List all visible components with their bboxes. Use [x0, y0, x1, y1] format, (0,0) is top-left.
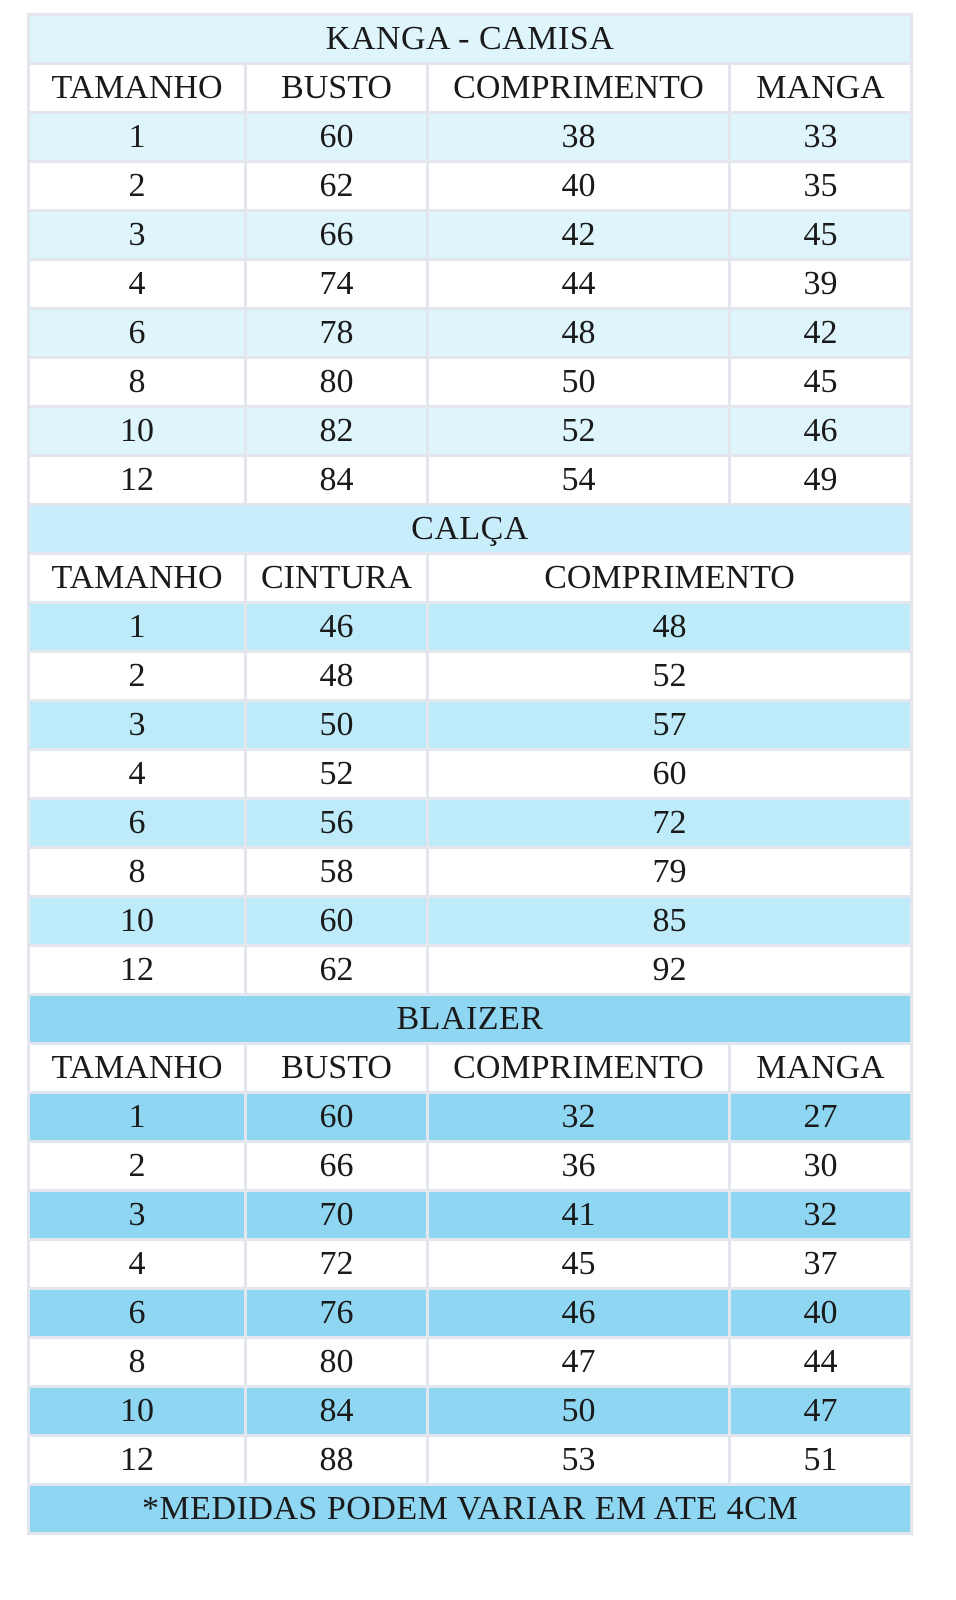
blaizer-cell-tamanho: 2 [30, 1143, 244, 1189]
blaizer-cell-tamanho: 3 [30, 1192, 244, 1238]
calca-cell-tamanho: 1 [30, 604, 244, 650]
kanga-column-header-tamanho: TAMANHO [30, 65, 244, 111]
calca-table-row [30, 653, 910, 699]
blaizer-cell-manga: 27 [731, 1094, 910, 1140]
kanga-cell-busto: 80 [247, 359, 426, 405]
blaizer-table-row [30, 1143, 910, 1189]
kanga-cell-tamanho: 8 [30, 359, 244, 405]
kanga-cell-comprimento: 50 [429, 359, 728, 405]
calca-cell-comprimento: 52 [429, 653, 910, 699]
blaizer-table-row [30, 1192, 910, 1238]
calca-title-row [30, 506, 910, 552]
kanga-cell-manga: 35 [731, 163, 910, 209]
kanga-cell-busto: 84 [247, 457, 426, 503]
kanga-table-row [30, 457, 910, 503]
footer-row [30, 1486, 910, 1532]
kanga-cell-comprimento: 52 [429, 408, 728, 454]
kanga-title-row [30, 16, 910, 62]
blaizer-cell-manga: 44 [731, 1339, 910, 1385]
kanga-cell-busto: 60 [247, 114, 426, 160]
blaizer-cell-busto: 80 [247, 1339, 426, 1385]
blaizer-table-row [30, 1290, 910, 1336]
calca-section-title: CALÇA [30, 506, 910, 552]
kanga-table-row [30, 212, 910, 258]
blaizer-section-title: BLAIZER [30, 996, 910, 1042]
kanga-cell-comprimento: 42 [429, 212, 728, 258]
blaizer-column-header-comprimento: COMPRIMENTO [429, 1045, 728, 1091]
size-chart-body [30, 16, 910, 1532]
calca-table-row [30, 800, 910, 846]
blaizer-cell-busto: 76 [247, 1290, 426, 1336]
blaizer-cell-comprimento: 45 [429, 1241, 728, 1287]
calca-table-row [30, 898, 910, 944]
blaizer-table-row [30, 1339, 910, 1385]
measurement-note: *MEDIDAS PODEM VARIAR EM ATE 4CM [30, 1486, 910, 1532]
kanga-table-row [30, 359, 910, 405]
kanga-cell-busto: 82 [247, 408, 426, 454]
blaizer-cell-busto: 60 [247, 1094, 426, 1140]
calca-table-row [30, 947, 910, 993]
kanga-column-header-manga: MANGA [731, 65, 910, 111]
calca-cell-comprimento: 60 [429, 751, 910, 797]
kanga-table-row [30, 163, 910, 209]
calca-cell-cintura: 50 [247, 702, 426, 748]
calca-column-header-tamanho: TAMANHO [30, 555, 244, 601]
kanga-cell-busto: 62 [247, 163, 426, 209]
kanga-cell-comprimento: 40 [429, 163, 728, 209]
kanga-table-row [30, 261, 910, 307]
blaizer-cell-manga: 37 [731, 1241, 910, 1287]
blaizer-cell-manga: 30 [731, 1143, 910, 1189]
kanga-table-row [30, 310, 910, 356]
kanga-cell-busto: 66 [247, 212, 426, 258]
blaizer-column-header-manga: MANGA [731, 1045, 910, 1091]
blaizer-table-row [30, 1388, 910, 1434]
blaizer-cell-tamanho: 1 [30, 1094, 244, 1140]
calca-cell-comprimento: 92 [429, 947, 910, 993]
blaizer-table-row [30, 1241, 910, 1287]
calca-column-header-cintura: CINTURA [247, 555, 426, 601]
calca-table-row [30, 751, 910, 797]
kanga-column-header-comprimento: COMPRIMENTO [429, 65, 728, 111]
blaizer-cell-manga: 32 [731, 1192, 910, 1238]
blaizer-cell-comprimento: 32 [429, 1094, 728, 1140]
blaizer-cell-comprimento: 53 [429, 1437, 728, 1483]
calca-cell-cintura: 48 [247, 653, 426, 699]
calca-table-row [30, 604, 910, 650]
blaizer-cell-comprimento: 50 [429, 1388, 728, 1434]
calca-cell-comprimento: 79 [429, 849, 910, 895]
kanga-cell-tamanho: 10 [30, 408, 244, 454]
kanga-cell-manga: 42 [731, 310, 910, 356]
calca-cell-comprimento: 48 [429, 604, 910, 650]
calca-cell-cintura: 46 [247, 604, 426, 650]
kanga-cell-comprimento: 48 [429, 310, 728, 356]
calca-cell-tamanho: 8 [30, 849, 244, 895]
calca-cell-comprimento: 57 [429, 702, 910, 748]
kanga-cell-tamanho: 4 [30, 261, 244, 307]
calca-cell-cintura: 58 [247, 849, 426, 895]
blaizer-cell-tamanho: 12 [30, 1437, 244, 1483]
blaizer-cell-comprimento: 46 [429, 1290, 728, 1336]
calca-cell-comprimento: 72 [429, 800, 910, 846]
blaizer-cell-busto: 88 [247, 1437, 426, 1483]
kanga-cell-tamanho: 3 [30, 212, 244, 258]
blaizer-cell-busto: 66 [247, 1143, 426, 1189]
blaizer-cell-comprimento: 36 [429, 1143, 728, 1189]
calca-cell-cintura: 60 [247, 898, 426, 944]
blaizer-column-header-tamanho: TAMANHO [30, 1045, 244, 1091]
kanga-cell-manga: 49 [731, 457, 910, 503]
blaizer-table-row [30, 1437, 910, 1483]
kanga-table-row [30, 114, 910, 160]
blaizer-cell-manga: 51 [731, 1437, 910, 1483]
kanga-cell-comprimento: 38 [429, 114, 728, 160]
calca-cell-comprimento: 85 [429, 898, 910, 944]
kanga-cell-manga: 45 [731, 212, 910, 258]
kanga-table-row [30, 408, 910, 454]
blaizer-cell-tamanho: 6 [30, 1290, 244, 1336]
calca-cell-tamanho: 6 [30, 800, 244, 846]
kanga-cell-manga: 46 [731, 408, 910, 454]
blaizer-cell-busto: 84 [247, 1388, 426, 1434]
kanga-cell-manga: 39 [731, 261, 910, 307]
blaizer-cell-comprimento: 41 [429, 1192, 728, 1238]
calca-column-header-comprimento: COMPRIMENTO [429, 555, 910, 601]
blaizer-cell-busto: 72 [247, 1241, 426, 1287]
size-chart-table [27, 13, 913, 1535]
kanga-cell-comprimento: 54 [429, 457, 728, 503]
kanga-cell-comprimento: 44 [429, 261, 728, 307]
blaizer-cell-tamanho: 4 [30, 1241, 244, 1287]
calca-cell-cintura: 62 [247, 947, 426, 993]
kanga-cell-tamanho: 12 [30, 457, 244, 503]
kanga-cell-tamanho: 2 [30, 163, 244, 209]
kanga-cell-manga: 45 [731, 359, 910, 405]
calca-header-row [30, 555, 910, 601]
blaizer-title-row [30, 996, 910, 1042]
blaizer-cell-manga: 40 [731, 1290, 910, 1336]
kanga-header-row [30, 65, 910, 111]
kanga-cell-busto: 78 [247, 310, 426, 356]
blaizer-cell-tamanho: 10 [30, 1388, 244, 1434]
kanga-cell-tamanho: 1 [30, 114, 244, 160]
calca-cell-tamanho: 3 [30, 702, 244, 748]
blaizer-cell-tamanho: 8 [30, 1339, 244, 1385]
calca-cell-cintura: 56 [247, 800, 426, 846]
blaizer-cell-comprimento: 47 [429, 1339, 728, 1385]
blaizer-header-row [30, 1045, 910, 1091]
blaizer-column-header-busto: BUSTO [247, 1045, 426, 1091]
calca-cell-tamanho: 10 [30, 898, 244, 944]
calca-cell-tamanho: 12 [30, 947, 244, 993]
kanga-cell-manga: 33 [731, 114, 910, 160]
blaizer-table-row [30, 1094, 910, 1140]
calca-cell-tamanho: 2 [30, 653, 244, 699]
calca-cell-cintura: 52 [247, 751, 426, 797]
kanga-section-title: KANGA - CAMISA [30, 16, 910, 62]
kanga-cell-tamanho: 6 [30, 310, 244, 356]
calca-table-row [30, 849, 910, 895]
blaizer-cell-busto: 70 [247, 1192, 426, 1238]
blaizer-cell-manga: 47 [731, 1388, 910, 1434]
kanga-column-header-busto: BUSTO [247, 65, 426, 111]
calca-table-row [30, 702, 910, 748]
calca-cell-tamanho: 4 [30, 751, 244, 797]
kanga-cell-busto: 74 [247, 261, 426, 307]
